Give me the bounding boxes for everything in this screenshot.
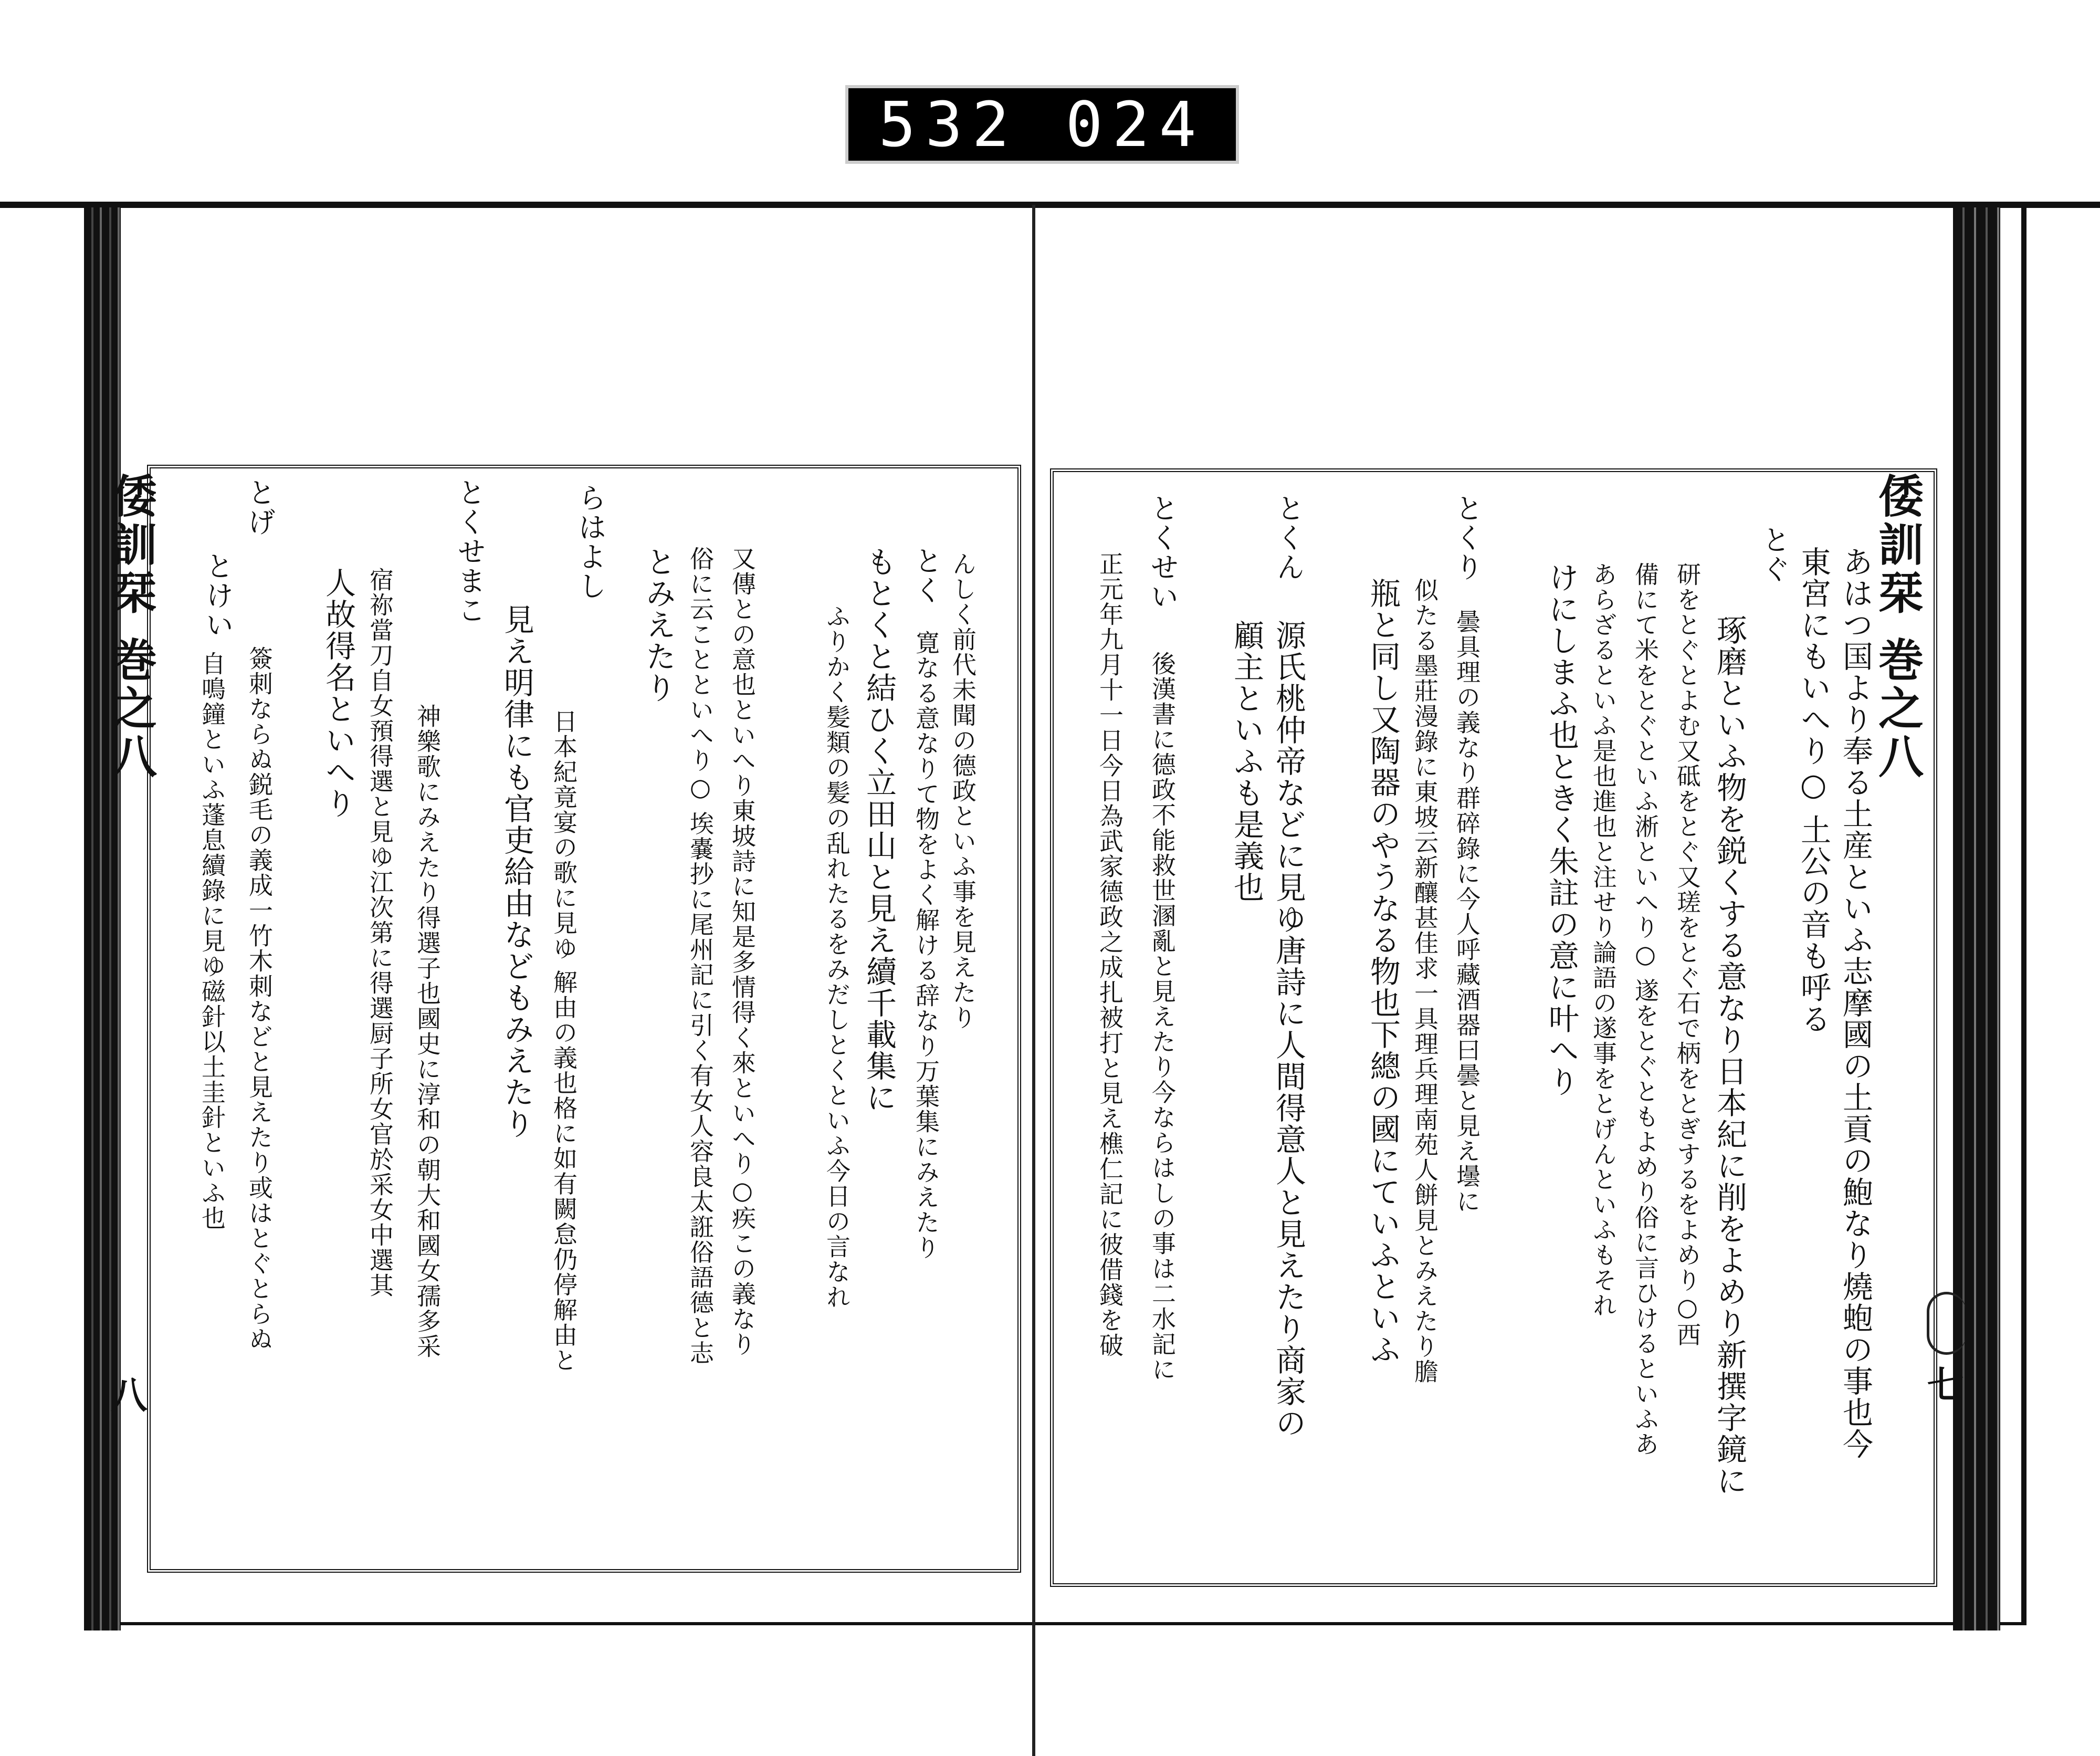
entry-heading: とくせい — [1146, 494, 1179, 611]
text-column: 人故得名といへり — [320, 567, 356, 819]
center-gutter — [1032, 205, 1035, 1756]
entry-heading: とくん — [1272, 494, 1305, 582]
text-column: もとくと結ひく立田山と見え續千載集に — [861, 546, 897, 1113]
text-column: 源氏桃仲帝などに見ゆ唐詩に人間得意人と見えたり商家の — [1270, 620, 1306, 1439]
archive-label — [845, 85, 1239, 164]
entry-heading: とくせまこ — [453, 478, 486, 625]
text-column: 寛なる意なりて物をよく解ける辞なり万葉集にみえたり — [912, 630, 940, 1260]
text-column: 俗に云ことといへり○ 埃嚢抄に尾州記に引く有女人容良太誑俗語德と志 — [686, 546, 715, 1366]
text-column: けにしまふ也ときく朱註の意に叶へり — [1544, 562, 1579, 1098]
text-column: 宿祢當刀自女預得選と見ゆ江次第に得選厨子所女官於采女中選其 — [366, 567, 394, 1298]
entry-heading: とけい — [201, 551, 234, 640]
text-column: ふりかく髪類の髪の乱れたるをみだしとくといふ今日の言なれ — [823, 604, 851, 1310]
text-column: 東宮にもいへり○ 土公の音も呼る — [1796, 546, 1831, 1035]
text-column: あはつ国より奉る土産といふ志摩國の土貢の鮑なり燒蚫の事也今 — [1838, 546, 1873, 1460]
text-column: 又傳との意也といへり東坡詩に知是多情得く來といへり○疾この義なり — [728, 546, 757, 1357]
text-column: 研をとぐとよむ又砥をとぐ又瑳をとぐ石で柄をとぎするをよめり○西 — [1673, 562, 1702, 1347]
entry-heading: らはよし — [574, 483, 607, 601]
text-column: 似たる墨莊漫錄に東坡云新釀甚佳求一具理兵理南苑人餅見とみえたり膽 — [1411, 578, 1439, 1384]
text-column: 神樂歌にみえたり得選子也國史に淳和の朝大和國女孺多采 — [413, 704, 442, 1359]
text-column: 簽刺ならぬ鋭毛の義成一竹木刺などと見えたり或はとぐとらぬ — [245, 646, 274, 1352]
text-column: 日本紀竟宴の歌に見ゆ 解由の義也格に如有闕怠仍停解由と — [550, 709, 578, 1373]
text-column: 自鳴鐘といふ蓬息續錄に見ゆ磁針以土圭針といふ也 — [198, 651, 226, 1231]
text-column: 曇具理の義なり群碎錄に今人呼藏酒器曰曇と見え壜に — [1453, 609, 1481, 1214]
right-page-number: 七 — [1921, 1365, 1965, 1402]
right-edge-mark — [1927, 1292, 1966, 1355]
archive-code: 532 024 — [878, 88, 1206, 161]
right-page-title: 倭訓栞 巻之八 — [1871, 473, 1924, 781]
text-column: あらざるといふ是也進也と注せり論語の遂事をとげんといふもそれ — [1589, 562, 1618, 1318]
left-page-number: 八 — [104, 1376, 148, 1413]
entry-heading: とぐ — [1758, 525, 1791, 584]
entry-heading: とくり — [1451, 494, 1484, 582]
entry-heading: とく — [910, 546, 943, 605]
text-column: 備にて米をとぐといふ淅といへり○ 遂をとぐともよめり俗に言ひけるといふあ — [1631, 562, 1660, 1457]
text-column: 顧主といふも是義也 — [1228, 620, 1264, 903]
text-column: 見え明律にも官吏給由などもみえたり — [499, 604, 534, 1140]
text-column: 後漢書に德政不能救世溷亂と見えたり今ならはしの事は二水記に — [1148, 651, 1177, 1382]
text-column: んしく前代未聞の德政といふ事を見えたり — [949, 551, 977, 1030]
text-column: とみえたり — [640, 546, 676, 704]
text-column: 正元年九月十一日今日為武家德政之成扎被打と見え樵仁記に彼借錢を破 — [1096, 551, 1124, 1358]
entry-heading: とげ — [243, 478, 276, 537]
text-column: 琢磨といふ物を鋭くする意なり日本紀に削をよめり新撰字鏡に — [1712, 614, 1747, 1497]
right-page-edge — [1953, 207, 2000, 1630]
text-column: 瓶と同し又陶器のやうなる物也下總の國にていふといふ — [1365, 578, 1401, 1365]
left-page-title: 倭訓栞 巻之八 — [104, 473, 157, 781]
